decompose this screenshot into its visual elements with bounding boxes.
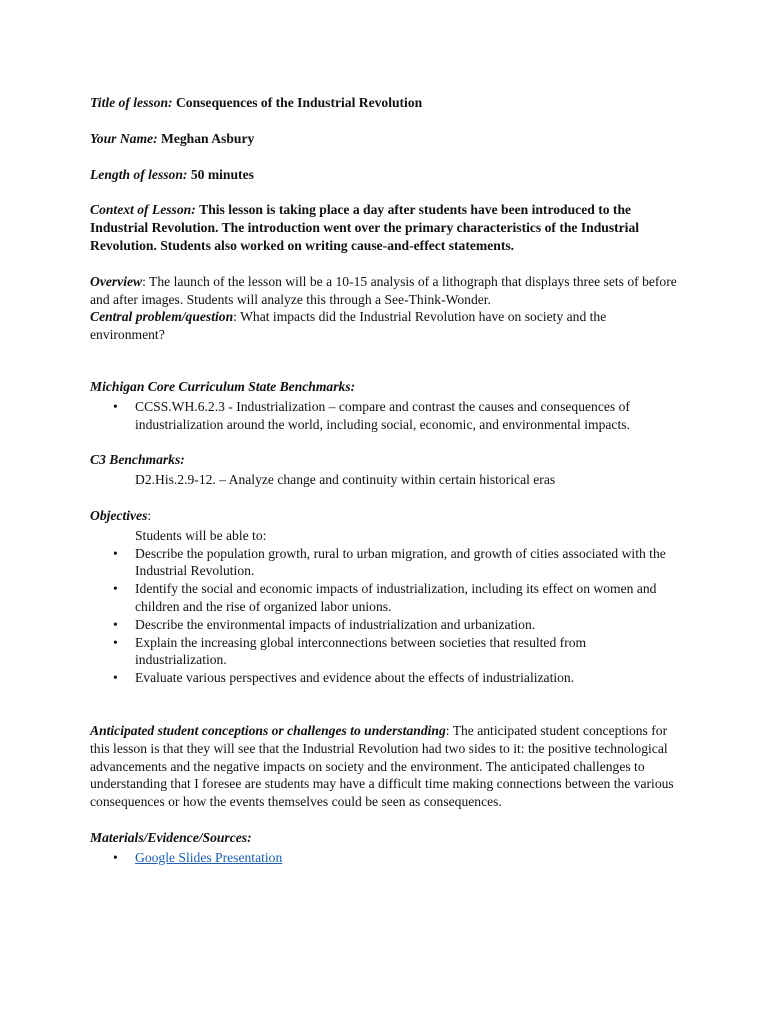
objective-item (90, 545, 678, 581)
length-label: Length of lesson: (90, 166, 188, 182)
c3-heading: C3 Benchmarks: (90, 452, 185, 468)
materials-item (90, 849, 678, 867)
overview-text: The launch of the lesson will be a 10-15 analysis of a lithograph that displays three sets of before and after images. Students will analyze this through a See-Think-Wonder. (90, 273, 677, 307)
bullet-icon: • (113, 849, 118, 865)
lesson-plan-body (90, 88, 678, 867)
objective-text: Explain the increasing global interconnections between societies that resulted from industrialization. (135, 634, 587, 668)
central-problem-field: Central problem/question: What impacts did the Industrial Revolution have on society and the environment? (90, 309, 607, 343)
objective-item (90, 616, 678, 634)
objectives-intro: Students will be able to: (135, 527, 267, 543)
length-value: 50 minutes (190, 166, 254, 182)
overview-field: Overview: The launch of the lesson will be a 10-15 analysis of a lithograph that displays three sets of before and after images. Students will analyze this through a See-Think-Wonder. (90, 273, 677, 307)
michigan-list (90, 398, 678, 434)
bullet-icon: • (113, 398, 118, 414)
central-problem-text: What impacts did the Industrial Revolution have on society and the environment? (90, 309, 607, 343)
title-value: Consequences of the Industrial Revolution (175, 95, 423, 110)
objective-text: Describe the population growth, rural to urban migration, and growth of cities associated with the Industrial Revolution. (135, 545, 666, 579)
michigan-item (90, 398, 678, 434)
name-value: Meghan Asbury (161, 130, 255, 146)
name-field (90, 130, 678, 148)
materials-heading: Materials/Evidence/Sources: (90, 829, 252, 845)
context-label: Context of Lesson: (90, 202, 196, 218)
objective-item (90, 634, 678, 670)
anticipated-text: The anticipated student conceptions for this lesson is that they will see that the Industrial Revolution had two sides to it: the positive technological advancements and the negative impacts on society and the environment. The anticipated challenges to understanding that I foresee are students may have a difficult time making connections between the various consequences or how the events themselves could be seen as consequences. (90, 722, 674, 810)
title-label: Title of lesson: (90, 95, 173, 110)
bullet-icon: • (113, 581, 118, 597)
bullet-icon: • (113, 545, 118, 561)
bullet-icon: • (113, 670, 118, 686)
objective-text: Evaluate various perspectives and evidence about the effects of industrialization. (135, 670, 575, 686)
objective-item (90, 669, 678, 687)
title-field (90, 94, 678, 112)
objectives-heading-line: Objectives: (90, 507, 152, 523)
context-field (90, 201, 678, 254)
central-problem-label: Central problem/question (90, 309, 234, 325)
context-text: This lesson is taking place a day after students have been introduced to the Industrial Revolution. The introduction went over the primary characteristics of the Industrial Revolution. Students also worked on writing cause-and-effect statements. (90, 202, 640, 253)
objective-text: Identify the social and economic impacts of industrialization, including its effect on women and children and the rise of organized labor unions. (135, 581, 657, 614)
google-slides-link[interactable]: Google Slides Presentation (135, 849, 283, 865)
name-label: Your Name: (90, 130, 158, 146)
anticipated-field: Anticipated student conceptions or challenges to understanding: The anticipated student conceptions for this lesson is that they will see that the Industrial Revolution had two sides to it: the positive technological advancements and the negative impacts on society and the environment. The anticipated challenges to understanding that I foresee are students may have a difficult time making connections between the various consequences or how the events themselves could be seen as consequences. (90, 722, 674, 810)
overview-label: Overview (90, 273, 143, 289)
objectives-list (90, 545, 678, 687)
objective-text: Describe the environmental impacts of industrialization and urbanization. (135, 616, 536, 632)
michigan-item-text: CCSS.WH.6.2.3 - Industrialization – compare and contrast the causes and consequences of industrialization around the world, including social, economic, and environmental impacts. (135, 398, 630, 432)
c3-text: D2.His.2.9-12. – Analyze change and continuity within certain historical eras (135, 472, 556, 488)
michigan-heading: Michigan Core Curriculum State Benchmarks: (90, 378, 356, 394)
length-field (90, 166, 678, 184)
objective-item (90, 580, 678, 616)
bullet-icon: • (113, 616, 118, 632)
anticipated-label: Anticipated student conceptions or challenges to understanding (90, 722, 446, 738)
materials-list (90, 849, 678, 867)
objectives-heading: Objectives (90, 507, 148, 523)
bullet-icon: • (113, 634, 118, 650)
